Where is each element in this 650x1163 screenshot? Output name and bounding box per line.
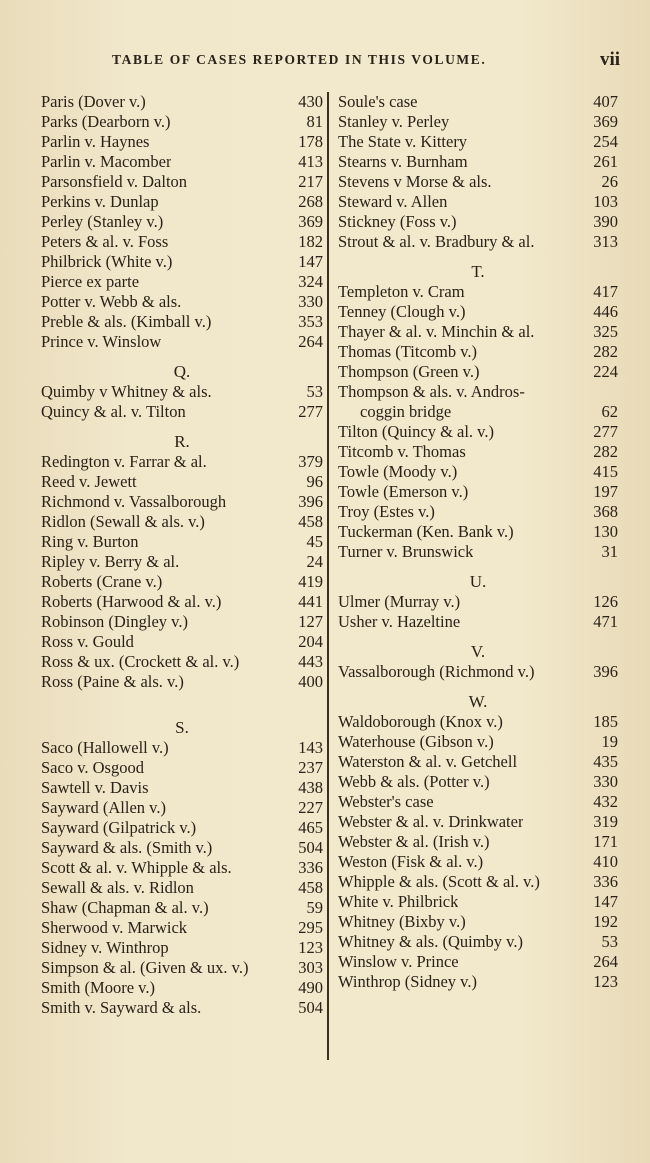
case-page: 185 — [593, 712, 618, 731]
case-entry — [338, 422, 618, 442]
r-section — [41, 452, 323, 692]
case-name: Parks (Dearborn v.) — [41, 112, 171, 131]
case-name: Parlin v. Macomber — [41, 152, 172, 171]
case-name: Ridlon (Sewall & als. v.) — [41, 512, 205, 531]
case-name: Smith (Moore v.) — [41, 978, 155, 997]
case-name: Sewall & als. v. Ridlon — [41, 878, 194, 897]
case-entry — [41, 818, 323, 838]
case-page: 53 — [306, 382, 323, 401]
case-entry — [41, 112, 323, 132]
case-name: Whitney & als. (Quimby v.) — [338, 932, 523, 951]
section-letter-r: R. — [174, 432, 190, 451]
case-name: Stearns v. Burnham — [338, 152, 468, 171]
case-name: Tilton (Quincy & al. v.) — [338, 422, 494, 441]
case-page: 59 — [306, 898, 323, 917]
case-entry — [338, 342, 618, 362]
section-letter-t: T. — [471, 262, 485, 281]
case-entry — [338, 112, 618, 132]
case-entry — [41, 492, 323, 512]
section-letter-v: V. — [470, 642, 486, 661]
case-page: 130 — [593, 522, 618, 541]
case-name: Sawtell v. Davis — [41, 778, 149, 797]
case-entry — [41, 878, 323, 898]
case-page: 435 — [593, 752, 618, 771]
case-entry — [41, 958, 323, 978]
case-name: Shaw (Chapman & al. v.) — [41, 898, 209, 917]
t-section — [338, 282, 618, 562]
case-name: Parlin v. Haynes — [41, 132, 150, 151]
case-entry — [338, 972, 618, 992]
case-page: 224 — [593, 362, 618, 381]
case-page: 432 — [593, 792, 618, 811]
case-page: 369 — [298, 212, 323, 231]
case-name: Winthrop (Sidney v.) — [338, 972, 477, 991]
case-entry — [41, 552, 323, 572]
case-name: Saco v. Osgood — [41, 758, 144, 777]
case-page: 458 — [298, 512, 323, 531]
case-name: Towle (Emerson v.) — [338, 482, 469, 501]
case-entry — [41, 738, 323, 758]
case-name: Vassalborough (Richmond v.) — [338, 662, 535, 681]
case-entry — [338, 502, 618, 522]
case-name: coggin bridge — [360, 402, 452, 421]
case-name: Tenney (Clough v.) — [338, 302, 466, 321]
case-name: Roberts (Harwood & al. v.) — [41, 592, 222, 611]
case-name: Quimby v Whitney & als. — [41, 382, 212, 401]
case-page: 277 — [298, 402, 323, 421]
case-entry — [338, 462, 618, 482]
case-page: 143 — [298, 738, 323, 757]
case-entry — [338, 872, 618, 892]
case-page: 123 — [593, 972, 618, 991]
case-entry — [338, 752, 618, 772]
case-entry — [41, 452, 323, 472]
case-page: 313 — [593, 232, 618, 251]
case-name: Robinson (Dingley v.) — [41, 612, 188, 631]
case-name: Webb & als. (Potter v.) — [338, 772, 490, 791]
case-entry — [338, 612, 618, 632]
case-entry — [338, 302, 618, 322]
case-page: 471 — [593, 612, 618, 631]
case-entry — [41, 272, 323, 292]
case-page: 504 — [298, 998, 323, 1017]
case-entry — [338, 402, 618, 422]
page-number: vii — [599, 49, 620, 70]
case-page: 441 — [298, 592, 323, 611]
case-name: Stickney (Foss v.) — [338, 212, 457, 231]
case-entry — [338, 192, 618, 212]
case-entry — [41, 172, 323, 192]
s-section-right — [338, 92, 618, 252]
case-page: 204 — [298, 632, 323, 651]
case-page: 446 — [593, 302, 618, 321]
case-name: Weston (Fisk & al. v.) — [338, 852, 484, 871]
case-entry — [41, 312, 323, 332]
case-name: Parsonsfield v. Dalton — [41, 172, 188, 191]
case-entry — [338, 92, 618, 112]
case-entry — [41, 572, 323, 592]
case-entry — [41, 612, 323, 632]
case-name: Tuckerman (Ken. Bank v.) — [338, 522, 514, 541]
case-entry — [338, 832, 618, 852]
case-page: 400 — [298, 672, 323, 691]
case-page: 264 — [298, 332, 323, 351]
case-entry — [41, 252, 323, 272]
case-entry — [338, 952, 618, 972]
case-page: 197 — [593, 482, 618, 501]
case-entry — [338, 132, 618, 152]
case-entry — [338, 712, 618, 732]
case-name: Thayer & al. v. Minchin & al. — [338, 322, 535, 341]
case-name: Webster & al. (Irish v.) — [338, 832, 490, 851]
case-page: 81 — [306, 112, 323, 131]
case-page: 325 — [593, 322, 618, 341]
case-entry — [41, 938, 323, 958]
case-page: 53 — [601, 932, 618, 951]
case-entry — [41, 758, 323, 778]
case-name: Templeton v. Cram — [338, 282, 465, 301]
case-entry — [41, 332, 323, 352]
case-entry — [41, 132, 323, 152]
case-page: 103 — [593, 192, 618, 211]
case-name: The State v. Kittery — [338, 132, 468, 151]
case-page: 254 — [593, 132, 618, 151]
case-name: Peters & al. v. Foss — [41, 232, 169, 251]
case-name: Perley (Stanley v.) — [41, 212, 164, 231]
case-entry — [41, 292, 323, 312]
case-page: 368 — [593, 502, 618, 521]
case-name: Quincy & al. v. Tilton — [41, 402, 186, 421]
case-entry — [338, 282, 618, 302]
case-name: Thompson (Green v.) — [338, 362, 480, 381]
case-entry — [41, 532, 323, 552]
case-entry — [41, 652, 323, 672]
case-name: Ring v. Burton — [41, 532, 139, 551]
q-section — [41, 382, 323, 422]
case-name: Whipple & als. (Scott & al. v.) — [338, 872, 540, 891]
case-entry — [41, 778, 323, 798]
case-entry — [338, 152, 618, 172]
case-page: 268 — [298, 192, 323, 211]
case-entry — [338, 892, 618, 912]
case-page: 126 — [593, 592, 618, 611]
case-name: Smith v. Sayward & als. — [41, 998, 202, 1017]
case-page: 45 — [306, 532, 323, 551]
case-entry — [338, 542, 618, 562]
case-name: Sherwood v. Marwick — [41, 918, 188, 937]
case-page: 438 — [298, 778, 323, 797]
case-page: 336 — [298, 858, 323, 877]
running-header — [40, 50, 630, 72]
case-page: 330 — [593, 772, 618, 791]
case-name: Turner v. Brunswick — [338, 542, 474, 561]
case-page: 127 — [298, 612, 323, 631]
case-page: 443 — [298, 652, 323, 671]
case-page: 504 — [298, 838, 323, 857]
case-page: 282 — [593, 442, 618, 461]
case-page: 430 — [298, 92, 323, 111]
case-name: Webster's case — [338, 792, 434, 811]
w-section — [338, 712, 618, 992]
case-entry — [338, 792, 618, 812]
case-page: 390 — [593, 212, 618, 231]
case-page: 407 — [593, 92, 618, 111]
left-column — [41, 92, 323, 1018]
case-entry — [338, 362, 618, 382]
case-page: 171 — [593, 832, 618, 851]
case-page: 62 — [601, 402, 618, 421]
case-entry — [338, 662, 618, 682]
case-name: Richmond v. Vassalborough — [41, 492, 227, 511]
case-entry — [41, 212, 323, 232]
case-entry — [41, 632, 323, 652]
case-entry — [338, 382, 618, 402]
case-entry — [338, 772, 618, 792]
case-entry — [338, 592, 618, 612]
case-entry — [41, 798, 323, 818]
case-page: 123 — [298, 938, 323, 957]
case-name: Waldoborough (Knox v.) — [338, 712, 503, 731]
case-entry — [41, 918, 323, 938]
case-name: Sayward (Allen v.) — [41, 798, 166, 817]
case-page: 178 — [298, 132, 323, 151]
case-entry — [41, 472, 323, 492]
case-name: Titcomb v. Thomas — [338, 442, 466, 461]
case-name: Whitney (Bixby v.) — [338, 912, 466, 931]
case-name: Preble & als. (Kimball v.) — [41, 312, 212, 331]
case-name: Ross (Paine & als. v.) — [41, 672, 184, 691]
case-name: Perkins v. Dunlap — [41, 192, 159, 211]
case-page: 353 — [298, 312, 323, 331]
case-name: Ross v. Gould — [41, 632, 134, 651]
case-name: Thomas (Titcomb v.) — [338, 342, 478, 361]
case-page: 237 — [298, 758, 323, 777]
case-name: Ripley v. Berry & al. — [41, 552, 180, 571]
column-divider — [327, 92, 329, 1060]
case-entry — [338, 212, 618, 232]
case-page: 182 — [298, 232, 323, 251]
case-name: Winslow v. Prince — [338, 952, 459, 971]
case-page: 396 — [298, 492, 323, 511]
case-entry — [41, 402, 323, 422]
case-entry — [41, 92, 323, 112]
case-name: Stanley v. Perley — [338, 112, 450, 131]
case-entry — [338, 732, 618, 752]
case-name: Usher v. Hazeltine — [338, 612, 461, 631]
case-entry — [41, 592, 323, 612]
case-page: 396 — [593, 662, 618, 681]
case-name: Roberts (Crane v.) — [41, 572, 163, 591]
case-name: Stevens v Morse & als. — [338, 172, 492, 191]
case-name: Redington v. Farrar & al. — [41, 452, 207, 471]
case-page: 324 — [298, 272, 323, 291]
case-page: 319 — [593, 812, 618, 831]
case-entry — [41, 152, 323, 172]
case-entry — [338, 522, 618, 542]
case-entry — [41, 898, 323, 918]
case-name: Saco (Hallowell v.) — [41, 738, 169, 757]
case-name: Sayward (Gilpatrick v.) — [41, 818, 197, 837]
case-entry — [41, 512, 323, 532]
case-page: 465 — [298, 818, 323, 837]
case-entry — [338, 932, 618, 952]
case-page: 458 — [298, 878, 323, 897]
case-entry — [338, 442, 618, 462]
case-name: Simpson & al. (Given & ux. v.) — [41, 958, 249, 977]
case-page: 31 — [601, 542, 618, 561]
case-entry — [41, 232, 323, 252]
p-section — [41, 92, 323, 352]
case-page: 490 — [298, 978, 323, 997]
case-page: 217 — [298, 172, 323, 191]
s-section-left — [41, 738, 323, 1018]
case-entry — [41, 998, 323, 1018]
case-name: Webster & al. v. Drinkwater — [338, 812, 524, 831]
case-page: 26 — [601, 172, 618, 191]
case-entry — [338, 482, 618, 502]
section-letter-w: W. — [468, 692, 488, 711]
case-name: Philbrick (White v.) — [41, 252, 173, 271]
case-name: Ross & ux. (Crockett & al. v.) — [41, 652, 240, 671]
case-entry — [41, 978, 323, 998]
case-name: Steward v. Allen — [338, 192, 448, 211]
case-name: Prince v. Winslow — [41, 332, 162, 351]
case-page: 24 — [306, 552, 323, 571]
case-entry — [41, 192, 323, 212]
case-name: Waterhouse (Gibson v.) — [338, 732, 494, 751]
case-entry — [338, 912, 618, 932]
case-entry — [338, 852, 618, 872]
case-name: Towle (Moody v.) — [338, 462, 458, 481]
u-section — [338, 592, 618, 632]
case-page: 227 — [298, 798, 323, 817]
case-name: White v. Philbrick — [338, 892, 459, 911]
case-page: 261 — [593, 152, 618, 171]
right-column — [338, 92, 618, 992]
case-entry — [338, 232, 618, 252]
case-entry — [41, 672, 323, 692]
case-name: Pierce ex parte — [41, 272, 140, 291]
case-page: 417 — [593, 282, 618, 301]
case-entry — [41, 838, 323, 858]
case-page: 303 — [298, 958, 323, 977]
section-letter-q: Q. — [173, 362, 191, 381]
case-name: Reed v. Jewett — [41, 472, 137, 491]
case-name: Potter v. Webb & als. — [41, 292, 182, 311]
case-entry — [338, 172, 618, 192]
case-page: 413 — [298, 152, 323, 171]
case-name: Ulmer (Murray v.) — [338, 592, 461, 611]
case-entry — [338, 322, 618, 342]
case-name: Soule's case — [338, 92, 418, 111]
case-page: 369 — [593, 112, 618, 131]
case-page: 147 — [593, 892, 618, 911]
case-page: 282 — [593, 342, 618, 361]
case-name: Paris (Dover v.) — [41, 92, 146, 111]
running-title: TABLE OF CASES REPORTED IN THIS VOLUME. — [112, 52, 487, 67]
case-name: Thompson & als. v. Andros- — [338, 382, 525, 401]
section-letter-u: U. — [469, 572, 487, 591]
case-page: 264 — [593, 952, 618, 971]
case-page: 147 — [298, 252, 323, 271]
case-page: 295 — [298, 918, 323, 937]
case-name: Troy (Estes v.) — [338, 502, 435, 521]
case-entry — [41, 382, 323, 402]
case-page: 96 — [306, 472, 323, 491]
case-name: Sayward & als. (Smith v.) — [41, 838, 213, 857]
case-page: 277 — [593, 422, 618, 441]
case-page: 330 — [298, 292, 323, 311]
case-name: Sidney v. Winthrop — [41, 938, 169, 957]
case-name: Scott & al. v. Whipple & als. — [41, 858, 232, 877]
case-page: 192 — [593, 912, 618, 931]
case-page: 19 — [601, 732, 618, 751]
case-page: 336 — [593, 872, 618, 891]
case-entry — [41, 858, 323, 878]
case-name: Waterston & al. v. Getchell — [338, 752, 518, 771]
case-page: 415 — [593, 462, 618, 481]
case-page: 379 — [298, 452, 323, 471]
case-page: 419 — [298, 572, 323, 591]
case-page: 410 — [593, 852, 618, 871]
v-section — [338, 662, 618, 682]
section-letter-s: S. — [175, 718, 189, 737]
case-name: Strout & al. v. Bradbury & al. — [338, 232, 535, 251]
case-entry — [338, 812, 618, 832]
